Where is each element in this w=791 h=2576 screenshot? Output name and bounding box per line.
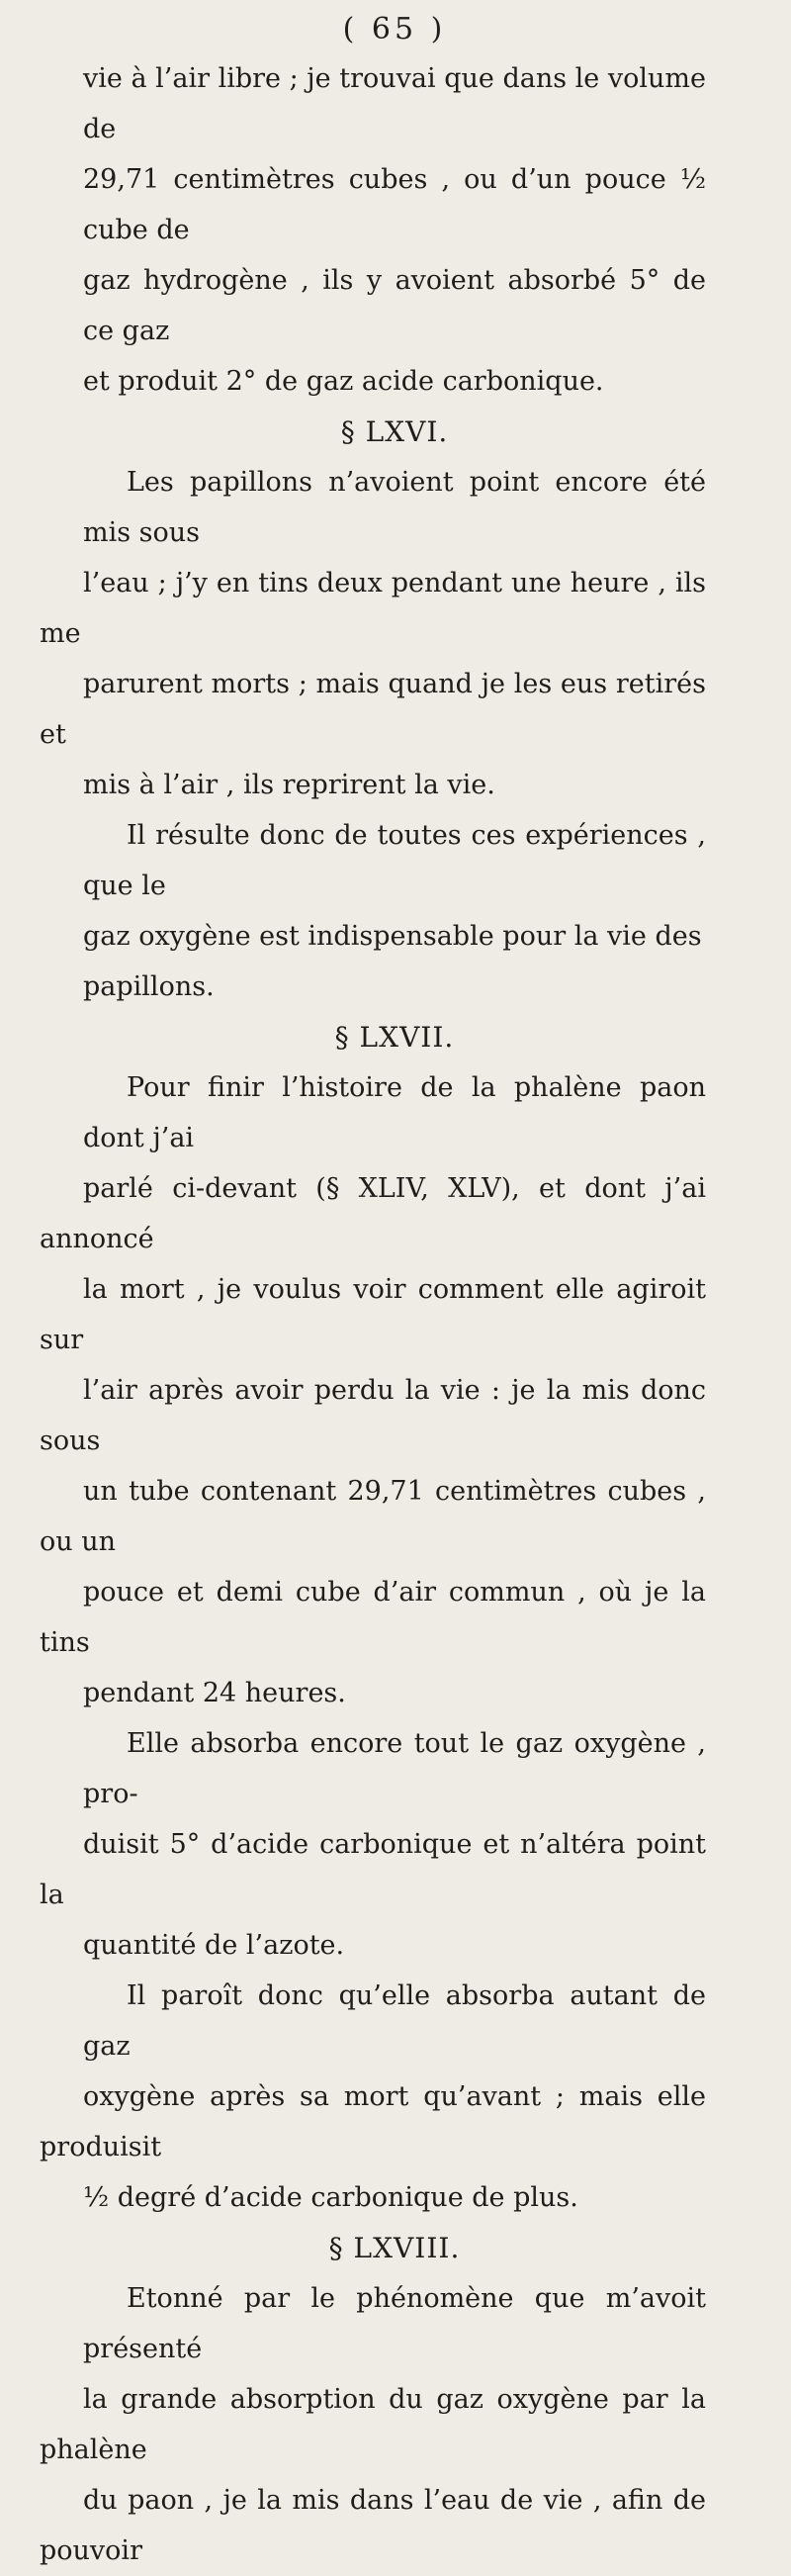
paragraph	[40, 1062, 706, 1718]
text-line: gaz hydrogène , ils y avoient absorbé 5° de ce gaz	[83, 265, 706, 346]
text-line: Etonné par le phénomène que m’avoit présenté	[83, 2283, 706, 2364]
text-line: parurent morts ; mais quand je les eus retirés et	[40, 669, 706, 750]
paragraph	[40, 1971, 706, 2223]
text-line: un tube contenant 29,71 centimètres cubes , ou un	[40, 1476, 706, 1557]
text-line: 29,71 centimètres cubes , ou d’un pouce ½ cube de	[83, 164, 706, 245]
text-line: l’air après avoir perdu la vie : je la mis donc sous	[40, 1375, 706, 1456]
text-line: Il paroît donc qu’elle absorba autant de gaz	[83, 1980, 706, 2062]
text-line: vie à l’air libre ; je trouvai que dans le volume de	[83, 63, 706, 144]
text-line: Elle absorba encore tout le gaz oxygène , pro-	[83, 1728, 706, 1809]
text-line: Il résulte donc de toutes ces expériences , que le	[83, 820, 706, 901]
text-line: Pour finir l’histoire de la phalène paon dont j’ai	[83, 1072, 706, 1153]
paragraph	[40, 457, 706, 810]
text-line: du paon , je la mis dans l’eau de vie , afin de pouvoir	[40, 2485, 706, 2566]
paragraph	[83, 53, 706, 407]
text-line: ½ degré d’acide carbonique de plus.	[83, 2182, 578, 2213]
section-heading: § LXVIII.	[328, 2232, 461, 2264]
text-line: Les papillons n’avoient point encore été mis sous	[83, 467, 706, 548]
text-line: oxygène après sa mort qu’avant ; mais elle produisit	[40, 2081, 706, 2162]
text-line: parlé ci-devant (§ XLIV, XLV), et dont j’ai annoncé	[40, 1173, 706, 1254]
paragraph	[83, 810, 706, 1012]
text-line: pendant 24 heures.	[83, 1678, 346, 1708]
text-line: la grande absorption du gaz oxygène par la phalène	[40, 2384, 706, 2465]
text-line: duisit 5° d’acide carbonique et n’altéra point la	[40, 1829, 706, 1910]
text-line: la mort , je voulus voir comment elle agiroit sur	[40, 1274, 706, 1355]
section-heading: § LXVI.	[340, 415, 449, 448]
text-flow	[40, 53, 706, 2576]
text-line: l’eau ; j’y en tins deux pendant une heure , ils me	[40, 568, 706, 649]
page-number: ( 65 )	[342, 12, 447, 46]
text-line: mis à l’air , ils reprirent la vie.	[83, 770, 495, 800]
text-line: pouce et demi cube d’air commun , où je la tins	[40, 1577, 706, 1658]
text-line: quantité de l’azote.	[83, 1930, 345, 1961]
section-heading: § LXVII.	[334, 1021, 455, 1054]
text-line: gaz oxygène est indispensable pour la vie des	[83, 921, 702, 952]
text-line: et produit 2° de gaz acide carbonique.	[83, 366, 604, 397]
text-line: papillons.	[83, 971, 215, 1002]
paragraph	[40, 2273, 706, 2576]
paragraph	[40, 1718, 706, 1971]
